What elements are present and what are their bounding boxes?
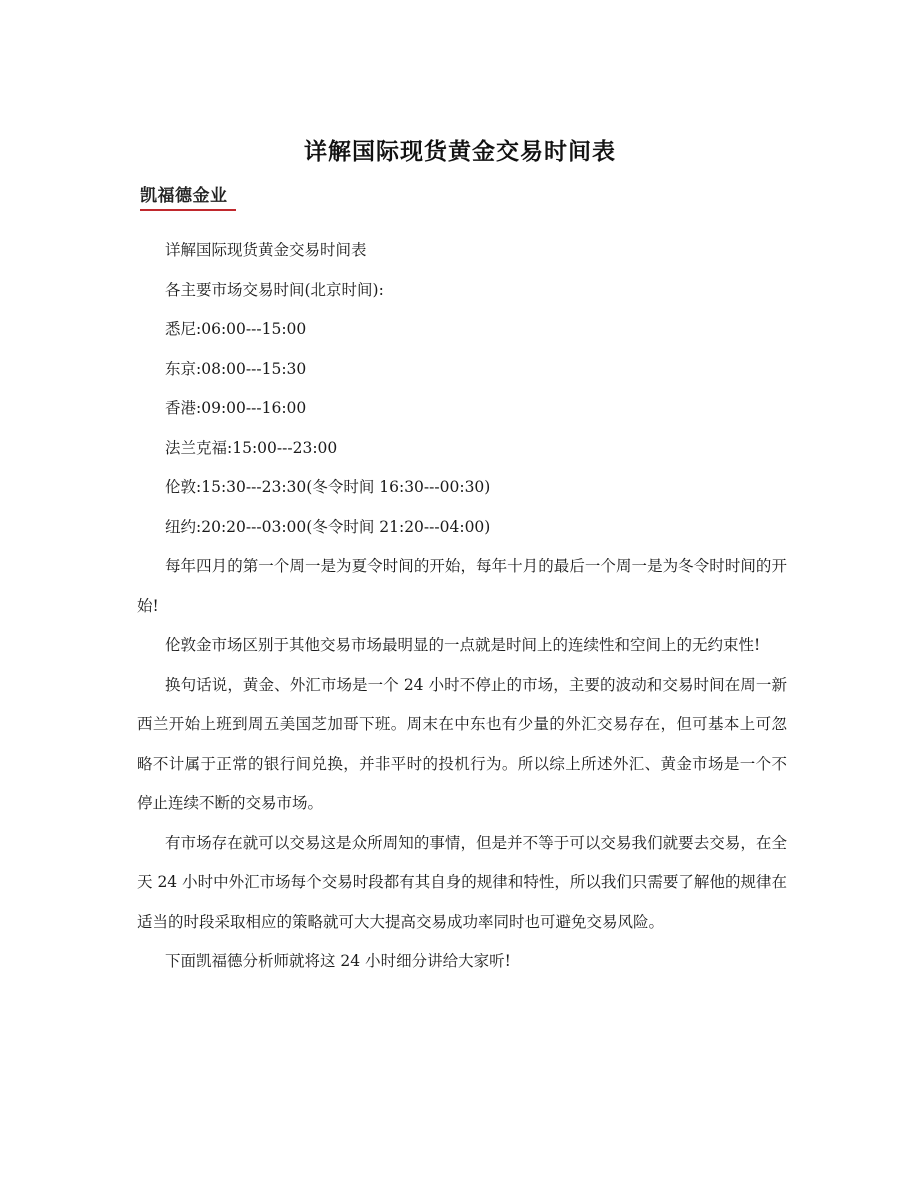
paragraph-dst: 每年四月的第一个周一是为夏令时间的开始，每年十月的最后一个周一是为冬令时时间的开始! xyxy=(137,557,787,615)
market-london: 伦敦:15:30---23:30(冬令时间 16:30---00:30) xyxy=(165,478,491,496)
paragraph-closing: 下面凯福德分析师就将这 24 小时细分讲给大家听! xyxy=(165,952,511,970)
market-hongkong: 香港:09:00---16:00 xyxy=(165,399,307,417)
paragraph-london-gold: 伦敦金市场区别于其他交易市场最明显的一点就是时间上的连续性和空间上的无约束性! xyxy=(165,636,761,654)
logo-text: 凯福德金业 xyxy=(140,186,228,206)
company-logo xyxy=(140,185,236,213)
market-tokyo: 东京:08:00---15:30 xyxy=(165,359,307,378)
market-sydney: 悉尼:06:00---15:00 xyxy=(165,320,307,338)
market-newyork: 纽约:20:20---03:00(冬令时间 21:20---04:00) xyxy=(165,517,491,536)
market-frankfurt: 法兰克福:15:00---23:00 xyxy=(165,438,338,457)
subtitle-line: 详解国际现货黄金交易时间表 xyxy=(165,241,367,259)
intro-line: 各主要市场交易时间(北京时间): xyxy=(165,280,384,299)
logo-underline xyxy=(140,209,236,211)
document-body xyxy=(137,231,787,982)
paragraph-strategy: 有市场存在就可以交易这是众所周知的事情，但是并不等于可以交易我们就要去交易，在全天 24 小时中外汇市场每个交易时段都有其自身的规律和特性，所以我们只需要了解他的规律在适当的时段采取相应的策略就可大大提高交易成功率同时也可避免交易风险。 xyxy=(137,833,787,931)
page-title: 详解国际现货黄金交易时间表 xyxy=(304,138,616,165)
paragraph-24h-market: 换句话说，黄金、外汇市场是一个 24 小时不停止的市场，主要的波动和交易时间在周一新西兰开始上班到周五美国芝加哥下班。周末在中东也有少量的外汇交易存在，但可基本上可忽略不计属于正常的银行间兑换，并非平时的投机行为。所以综上所述外汇、黄金市场是一个不停止连续不断的交易市场。 xyxy=(137,675,787,812)
